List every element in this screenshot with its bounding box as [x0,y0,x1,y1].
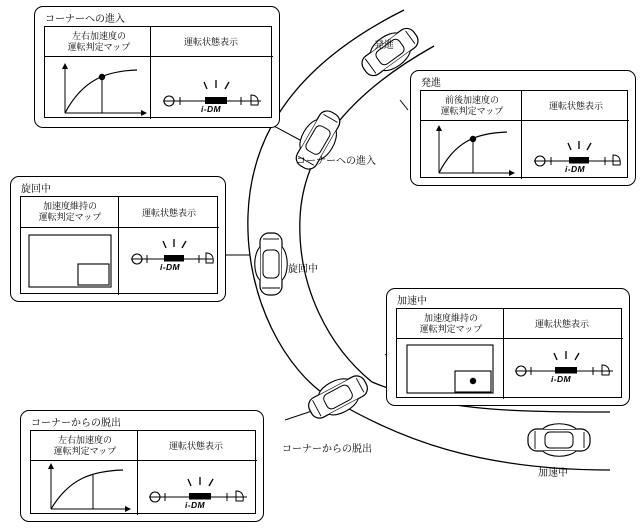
panel-title-corner-entry: コーナーへの進入 [45,14,125,25]
idm-logo: i-DM [160,262,181,272]
header-left-turning: 加速度維持の 運転判定マップ [38,201,102,222]
panel-body-turning [20,196,218,294]
road-label-corner-entry: コーナーへの進入 [296,156,376,167]
panel-corner-exit [20,410,264,522]
car-corner-exit [303,368,373,426]
idm-logo: i-DM [201,104,222,114]
panel-accelerating [386,288,630,406]
panel-title-turning: 旋回中 [21,184,51,195]
panel-title-launch: 発進 [421,78,441,89]
panel-graphics-accelerating [397,309,623,399]
panel-graphics-launch [421,91,629,179]
panel-title-corner-exit: コーナーからの脱出 [31,418,121,429]
header-right-accelerating: 運転状態表示 [534,319,589,329]
header-right-launch: 運転状態表示 [548,101,603,111]
header-right-corner-entry: 運転状態表示 [183,37,238,47]
panel-turning [10,176,226,302]
header-left-corner-exit: 左右加速度の 運転判定マップ [53,435,117,456]
car-turning [255,233,288,295]
idm-logo: i-DM [551,374,572,384]
car-accelerating [528,424,590,457]
panel-body-corner-exit [30,430,256,514]
header-left-launch: 前後加速度の 運転判定マップ [440,95,504,116]
panel-corner-entry [34,6,280,128]
panel-body-launch [420,90,628,178]
panel-graphics-corner-exit [31,431,257,515]
header-left-accelerating: 加速度維持の 運転判定マップ [419,313,483,334]
idm-logo: i-DM [185,500,206,510]
header-right-corner-exit: 運転状態表示 [168,441,223,451]
road-label-turning: 旋回中 [288,264,318,275]
panel-launch [410,70,636,186]
panel-body-accelerating [396,308,622,398]
panel-body-corner-entry [44,26,272,118]
panel-graphics-turning [21,197,219,295]
road-label-launch: 発進 [374,40,394,51]
idm-logo: i-DM [565,164,586,174]
road-label-corner-exit: コーナーからの脱出 [282,444,372,455]
header-right-turning: 運転状態表示 [141,208,196,218]
road-label-accelerating: 加速中 [538,468,568,479]
header-left-corner-entry: 左右加速度の 運転判定マップ [67,31,131,52]
panel-title-accelerating: 加速中 [397,296,427,307]
panel-graphics-corner-entry [45,27,273,119]
